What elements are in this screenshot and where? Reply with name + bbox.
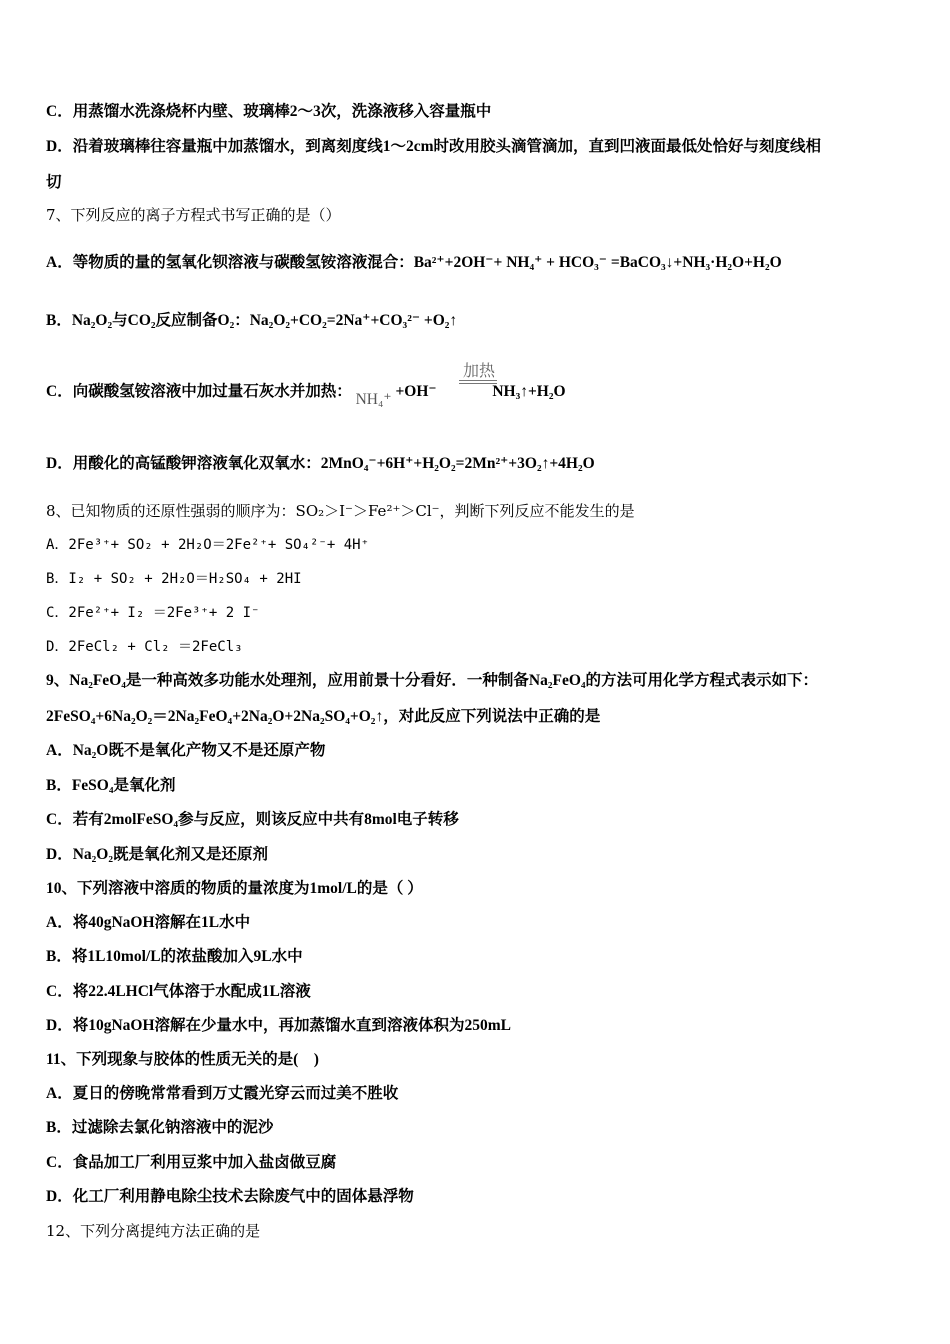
question-8: 8、已知物质的还原性强弱的顺序为：SO₂＞I⁻＞Fe²⁺＞Cl⁻，判断下列反应不能发生的是 xyxy=(46,502,635,520)
q7c-products: NH₃↑+H₂O xyxy=(492,383,566,400)
q10-option-b: B．将1L10mol/L的浓盐酸加入9L水中 xyxy=(46,948,303,965)
q7c-nh4: NH₄⁺ xyxy=(355,391,392,408)
q7c-oh: +OH⁻ xyxy=(395,383,437,400)
q8-option-d: D．2FeCl₂ + Cl₂ ＝2FeCl₃ xyxy=(46,639,243,655)
q8-option-c: C．2Fe²⁺+ I₂ ＝2Fe³⁺+ 2 I⁻ xyxy=(46,605,260,621)
line-6d: D．沿着玻璃棒往容量瓶中加蒸馏水，到离刻度线1～2cm时改用胶头滴管滴加，直到凹液面最低处恰好与刻度线相 xyxy=(46,138,821,155)
q11-option-a: A．夏日的傍晚常常看到万丈霞光穿云而过美不胜收 xyxy=(46,1085,399,1102)
q9-option-a: A．Na₂O既不是氧化产物又不是还原产物 xyxy=(46,742,326,759)
equals-sign xyxy=(459,380,497,384)
q7-option-c xyxy=(46,382,566,408)
heating-condition: 加热 xyxy=(462,361,495,380)
line-6d-cont: 切 xyxy=(46,174,62,191)
question-9-equation: 2FeSO₄+6Na₂O₂＝2Na₂FeO₄+2Na₂O+2Na₂SO₄+O₂↑，对此反应下列说法中正确的是 xyxy=(46,708,601,725)
q10-option-c: C．将22.4LHCl气体溶于水配成1L溶液 xyxy=(46,983,311,1000)
q8-option-a: A．2Fe³⁺+ SO₂ + 2H₂O＝2Fe²⁺+ SO₄²⁻+ 4H⁺ xyxy=(46,537,370,553)
question-11: 11、下列现象与胶体的性质无关的是( ) xyxy=(46,1051,319,1068)
question-7: 7、下列反应的离子方程式书写正确的是（） xyxy=(46,206,341,224)
q7-option-b: B．Na₂O₂与CO₂反应制备O₂：Na₂O₂+CO₂=2Na⁺+CO₃²⁻ +O₂↑ xyxy=(46,312,458,329)
line-6c: C．用蒸馏水洗涤烧杯内壁、玻璃棒2～3次，洗涤液移入容量瓶中 xyxy=(46,103,492,120)
question-12: 12、下列分离提纯方法正确的是 xyxy=(46,1222,261,1240)
q11-option-d: D．化工厂利用静电除尘技术去除废气中的固体悬浮物 xyxy=(46,1188,414,1205)
q9-option-b: B．FeSO₄是氧化剂 xyxy=(46,777,176,794)
q9-option-d: D．Na₂O₂既是氧化剂又是还原剂 xyxy=(46,846,268,863)
q7c-text: C．向碳酸氢铵溶液中加过量石灰水并加热： xyxy=(46,383,352,400)
q10-option-d: D．将10gNaOH溶解在少量水中，再加蒸馏水直到溶液体积为250mL xyxy=(46,1017,512,1034)
q9-option-c: C．若有2molFeSO₄参与反应，则该反应中共有8mol电子转移 xyxy=(46,811,459,828)
q10-option-a: A．将40gNaOH溶解在1L水中 xyxy=(46,914,251,931)
q11-option-c: C．食品加工厂利用豆浆中加入盐卤做豆腐 xyxy=(46,1154,337,1171)
q11-option-b: B．过滤除去氯化钠溶液中的泥沙 xyxy=(46,1119,274,1136)
question-10: 10、下列溶液中溶质的物质的量浓度为1mol/L的是（ ） xyxy=(46,880,423,897)
q7-option-d: D．用酸化的高锰酸钾溶液氧化双氧水：2MnO₄⁻+6H⁺+H₂O₂=2Mn²⁺+3O₂↑+4H₂O xyxy=(46,455,595,472)
q8-option-b: B．I₂ + SO₂ + 2H₂O＝H₂SO₄ + 2HI xyxy=(46,571,302,587)
question-9: 9、Na₂FeO₄是一种高效多功能水处理剂，应用前景十分看好．一种制备Na₂FeO₄的方法可用化学方程式表示如下： xyxy=(46,672,819,689)
q7-option-a: A．等物质的量的氢氧化钡溶液与碳酸氢铵溶液混合：Ba²⁺+2OH⁻+ NH₄⁺ + HCO₃⁻ =BaCO₃↓+NH₃·H₂O+H₂O xyxy=(46,254,782,271)
